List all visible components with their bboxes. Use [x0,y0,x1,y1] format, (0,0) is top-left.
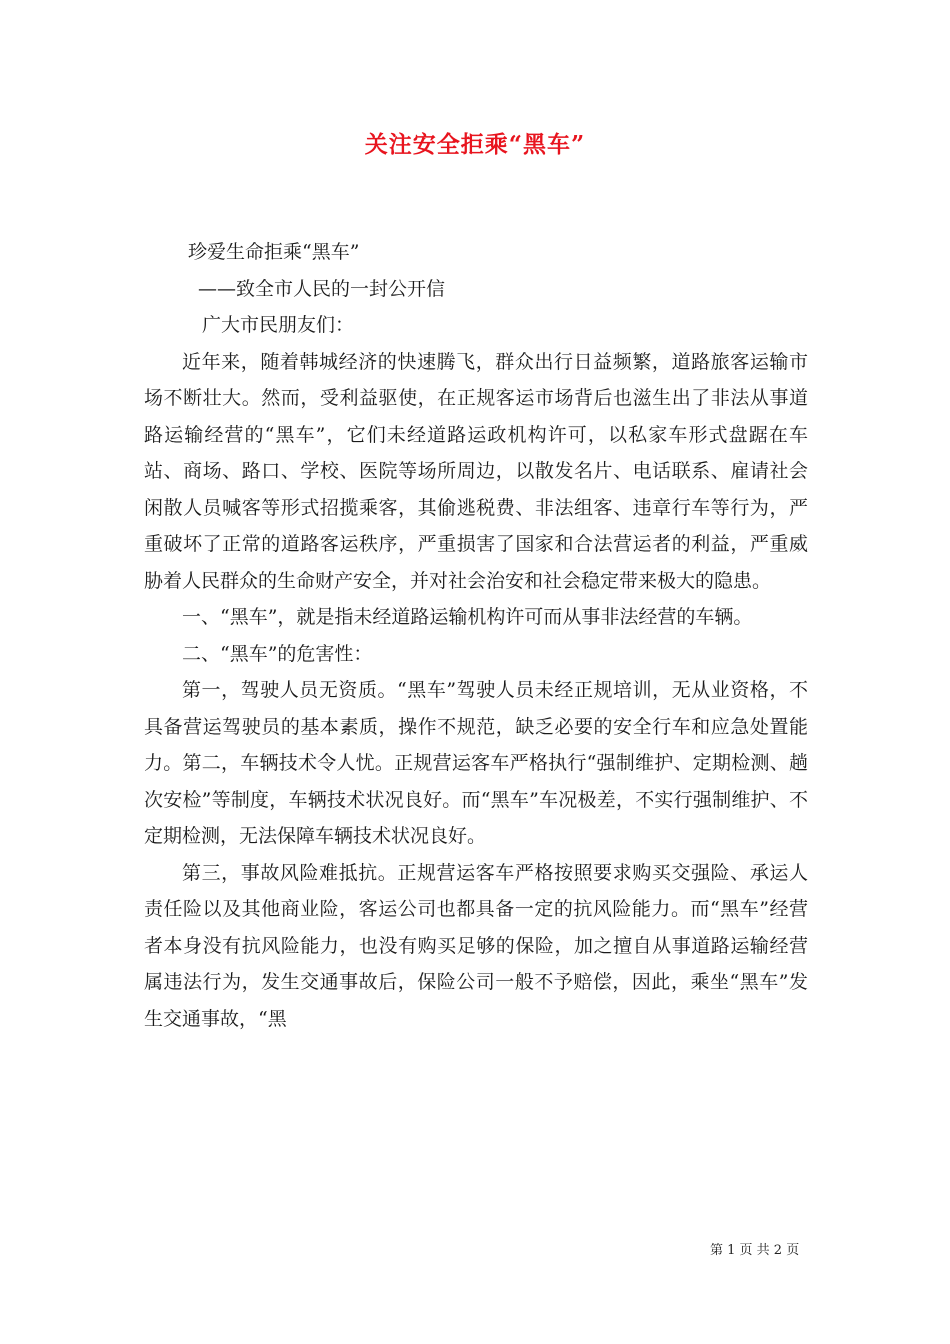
document-body [144,234,808,1037]
paragraph-harm-heading: 二、“黑车”的危害性： [182,642,373,665]
paragraph-intro: 近年来，随着韩城经济的快速腾飞，群众出行日益频繁，道路旅客运输市场不断壮大。然而，受利益驱使，在正规客运市场背后也滋生出了非法从事道路运输经营的“黑车”，它们未经道路运政机构许可，以私家车形式盘踞在车站、商场、路口、学校、医院等场所周边，以散发名片、电话联系、雇请社会闲散人员喊客等形式招揽乘客，其偷逃税费、非法组客、违章行车等行为，严重破坏了正常的道路客运秩序，严重损害了国家和合法营运者的利益，严重威胁着人民群众的生命财产安全，并对社会治安和社会稳定带来极大的隐患。 [144,350,808,592]
page-title: 关注安全拒乘“黑车” [364,131,586,158]
page-number: 第 1 页 共 2 页 [710,1243,800,1258]
paragraph-definition: 一、“黑车”，就是指未经道路运输机构许可而从事非法经营的车辆。 [182,606,753,628]
letter-heading: 珍爱生命拒乘“黑车” [188,241,360,263]
paragraph-harm-three: 第三，事故风险难抵抗。正规营运客车严格按照要求购买交强险、承运人责任险以及其他商业险，客运公司也都具备一定的抗风险能力。而“黑车”经营者本身没有抗风险能力，也没有购买足够的保险，加之擅自从事道路运输经营属违法行为，发生交通事故后，保险公司一般不予赔偿，因此，乘坐“黑车”发生交通事故，“黑 [144,861,808,1030]
paragraph-harm-one-two: 第一，驾驶人员无资质。“黑车”驾驶人员未经正规培训，无从业资格，不具备营运驾驶员的基本素质，操作不规范，缺乏必要的安全行车和应急处置能力。第二，车辆技术令人忧。正规营运客车严格执行“强制维护、定期检测、趟次安检”等制度，车辆技术状况良好。而“黑车”车况极差，不实行强制维护、不定期检测，无法保障车辆技术状况良好。 [144,679,808,847]
letter-salutation: 广大市民朋友们： [202,314,355,336]
letter-subtitle: ——致全市人民的一封公开信 [198,277,446,300]
